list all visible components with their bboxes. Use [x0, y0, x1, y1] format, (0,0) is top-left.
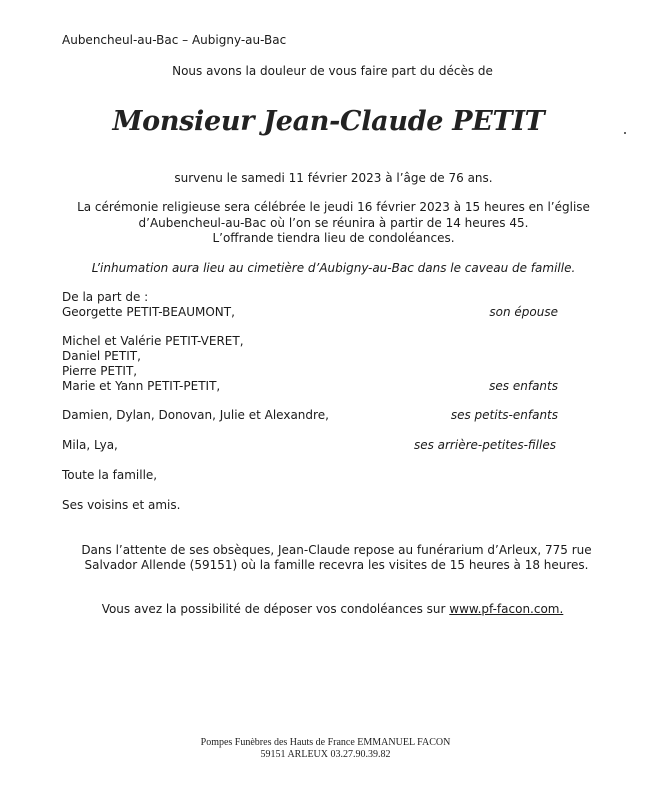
neighbors-text: Ses voisins et amis.	[62, 498, 181, 512]
child-entry: Pierre PETIT,	[62, 364, 138, 378]
grandchildren-relation: ses petits-enfants	[450, 408, 558, 422]
great-grandchildren-names: Mila, Lya,	[62, 438, 118, 452]
visitation-line-1: Dans l’attente de ses obsèques, Jean-Claude repose au funérarium d’Arleux, 775 rue	[81, 543, 592, 557]
death-date-text: survenu le samedi 11 février 2023 à l’âge de 76 ans.	[174, 171, 493, 185]
children-relation: ses enfants	[489, 379, 558, 393]
child-entry: Daniel PETIT,	[62, 349, 141, 363]
visitation-line-2: Salvador Allende (59151) où la famille recevra les visites de 15 heures à 18 heures.	[84, 558, 589, 572]
spouse-relation: son épouse	[489, 305, 558, 319]
deceased-name: Monsieur Jean-Claude PETIT	[112, 106, 545, 137]
footer-company: Pompes Funèbres des Hauts de France EMMANUEL FACON	[200, 737, 451, 748]
scan-speck	[624, 132, 626, 134]
condolences-text	[0, 602, 645, 616]
locations-header: Aubencheul-au-Bac – Aubigny-au-Bac	[62, 33, 287, 47]
child-entry: Marie et Yann PETIT-PETIT,	[62, 379, 221, 393]
intro-text: Nous avons la douleur de vous faire part du décès de	[172, 64, 493, 78]
condolences-label: Vous avez la possibilité de déposer vos condoléances sur	[101, 602, 450, 616]
ceremony-line-1: La cérémonie religieuse sera célébrée le jeudi 16 février 2023 à 15 heures en l’église	[77, 200, 590, 214]
ceremony-line-2: d’Aubencheul-au-Bac où l’on se réunira à partir de 14 heures 45.	[138, 216, 529, 230]
footer-address: 59151 ARLEUX 03.27.90.39.82	[260, 749, 391, 760]
child-entry: Michel et Valérie PETIT-VERET,	[62, 334, 244, 348]
great-grandchildren-relation: ses arrière-petites-filles	[413, 438, 556, 452]
grandchildren-names: Damien, Dylan, Donovan, Julie et Alexandre,	[62, 408, 329, 422]
burial-text: L’inhumation aura lieu au cimetière d’Aubigny-au-Bac dans le caveau de famille.	[91, 261, 576, 275]
family-intro: De la part de :	[62, 290, 149, 304]
ceremony-line-3: L’offrande tiendra lieu de condoléances.	[212, 231, 455, 245]
spouse-name: Georgette PETIT-BEAUMONT,	[62, 305, 235, 319]
whole-family-text: Toute la famille,	[62, 468, 158, 482]
condolences-link[interactable]: www.pf-facon.com.	[449, 602, 564, 616]
